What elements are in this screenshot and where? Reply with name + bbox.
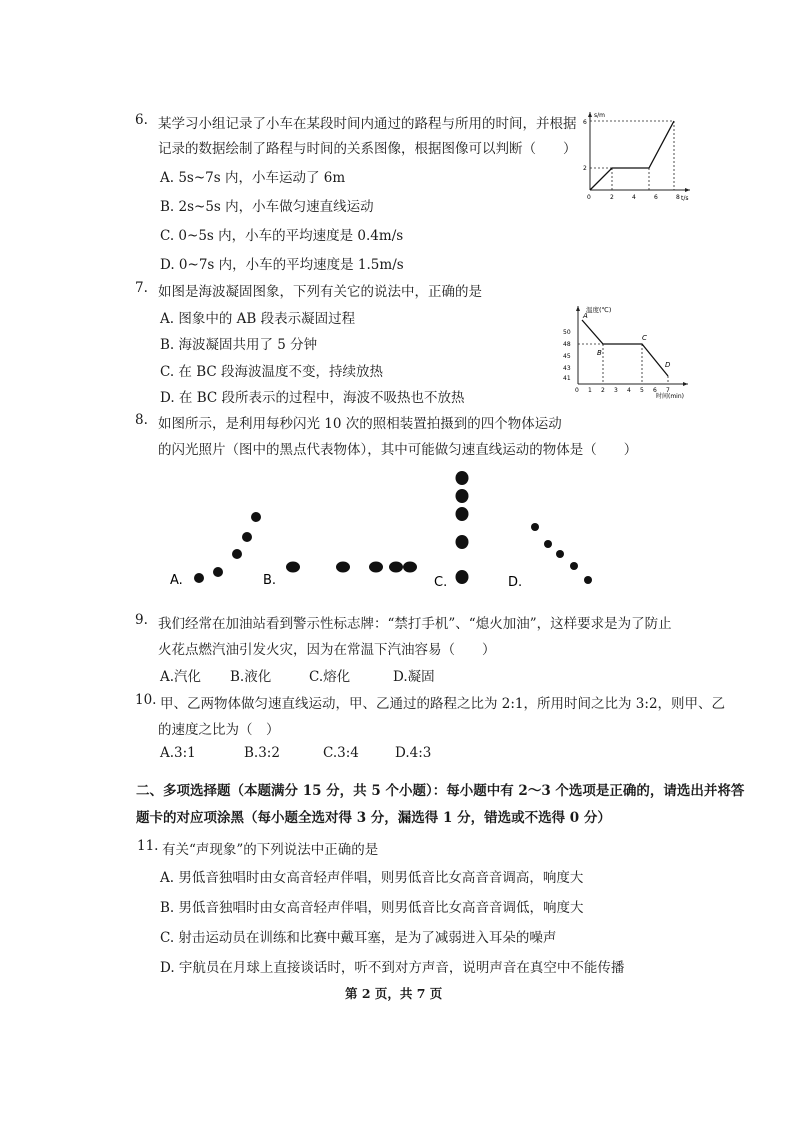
q8-b-dot	[389, 562, 403, 573]
q8-a-dot	[242, 532, 252, 542]
q10-stem-line2: 的速度之比为（ ）	[158, 722, 280, 738]
q7-xtick-1: 1	[588, 387, 592, 394]
q8-label-d: D.	[508, 575, 523, 590]
q7-ytick-45: 45	[563, 353, 571, 360]
q6-option-b: B. 2s~5s 内，小车做匀速直线运动	[160, 199, 374, 215]
q8-photo-a	[194, 512, 261, 583]
q8-b-dot	[403, 562, 417, 573]
q6-stem-line2: 记录的数据绘制了路程与时间的关系图像，根据图像可以判断（ ）	[158, 141, 577, 157]
q9-number: 9.	[135, 612, 148, 628]
q9-option-a: A.汽化	[160, 669, 202, 685]
q8-label-c: C.	[434, 575, 448, 590]
q7-option-c: C. 在 BC 段海波温度不变，持续放热	[160, 364, 384, 380]
q7-xtick-3: 3	[614, 387, 618, 394]
q8-d-dot	[584, 576, 592, 584]
q7-xtick-2: 2	[601, 387, 605, 394]
q7-cooling-graph	[560, 302, 692, 402]
q7-xtick-6: 6	[653, 387, 657, 394]
q10-stem-line1: 甲、乙两物体做匀速直线运动，甲、乙通过的路程之比为 2:1，所用时间之比为 3:2，则甲、乙	[160, 696, 726, 712]
q8-c-dot	[456, 489, 469, 503]
q9-option-d: D.凝固	[393, 669, 435, 685]
q7-option-d: D. 在 BC 段所表示的过程中，海波不吸热也不放热	[160, 390, 465, 406]
q9-stem-line2: 火花点燃汽油引发火灾，因为在常温下汽油容易（ ）	[158, 642, 496, 658]
q7-option-b: B. 海波凝固共用了 5 分钟	[160, 337, 318, 353]
q7-ytick-50: 50	[563, 329, 571, 336]
q8-a-dot	[194, 573, 204, 583]
q7-graph-ylabel: 温度(℃)	[586, 306, 612, 314]
q8-label-b: B.	[263, 573, 277, 588]
q8-d-dot	[544, 540, 552, 548]
q7-xtick-0: 0	[575, 387, 579, 394]
q9-stem-line1: 我们经常在加油站看到警示性标志牌：“禁打手机”、“熄火加油”，这样要求是为了防止	[158, 616, 672, 632]
page-footer: 第 2 页，共 7 页	[345, 986, 443, 1001]
q7-point-a: A	[583, 312, 588, 320]
q8-b-dot	[369, 562, 383, 573]
q8-flash-photos	[160, 464, 620, 594]
q8-d-dot	[570, 562, 578, 570]
q7-point-d: D	[665, 361, 671, 369]
q7-stem: 如图是海波凝固图象，下列有关它的说法中，正确的是	[158, 284, 482, 300]
q6-option-d: D. 0~7s 内，小车的平均速度是 1.5m/s	[160, 257, 404, 273]
q11-option-c: C. 射击运动员在训练和比赛中戴耳塞，是为了减弱进入耳朵的噪声	[160, 930, 557, 946]
q8-c-dot	[456, 570, 469, 584]
q7-ytick-48: 48	[563, 341, 571, 348]
q6-graph-xlabel: t/s	[681, 195, 689, 202]
q6-xtick-6: 6	[654, 194, 658, 201]
q11-option-d: D. 宇航员在月球上直接谈话时，听不到对方声音，说明声音在真空中不能传播	[160, 960, 625, 976]
q10-option-d: D.4:3	[395, 745, 432, 761]
q7-xtick-5: 5	[640, 387, 644, 394]
q8-photo-b	[286, 562, 417, 573]
section2-heading-line2: 题卡的对应项涂黑（每小题全选对得 3 分，漏选得 1 分，错选或不选得 0 分）	[136, 810, 611, 826]
q7-xtick-7: 7	[666, 387, 670, 394]
q10-option-b: B.3:2	[244, 745, 280, 761]
q8-b-dot	[336, 562, 350, 573]
q9-option-b: B.液化	[230, 669, 272, 685]
q8-photo-c	[456, 471, 469, 584]
q7-point-c: C	[642, 334, 647, 342]
q8-d-dot	[531, 523, 539, 531]
q11-stem: 有关“声现象”的下列说法中正确的是	[162, 842, 379, 858]
q6-ytick-2: 2	[583, 165, 587, 172]
q8-stem-line2: 的闪光照片（图中的黑点代表物体），其中可能做匀速直线运动的物体是（ ）	[158, 442, 638, 458]
q6-xtick-0: 0	[587, 194, 591, 201]
q8-c-dot	[456, 535, 469, 549]
q8-number: 8.	[135, 412, 148, 428]
q8-d-dot	[556, 550, 564, 558]
q8-a-dot	[251, 512, 261, 522]
q7-graph-xlabel: 时间(min)	[656, 393, 684, 400]
q11-option-b: B. 男低音独唱时由女高音轻声伴唱，则男低音比女高音音调低，响度大	[160, 900, 584, 916]
q7-ytick-43: 43	[563, 365, 571, 372]
q6-ytick-6: 6	[583, 119, 587, 126]
q6-xtick-8: 8	[676, 194, 680, 201]
q10-option-a: A.3:1	[160, 745, 196, 761]
q6-option-a: A. 5s~7s 内，小车运动了 6m	[160, 170, 346, 186]
q8-stem-line1: 如图所示，是利用每秒闪光 10 次的照相装置拍摄到的四个物体运动	[158, 416, 562, 432]
q8-c-dot	[456, 471, 469, 485]
q11-option-a: A. 男低音独唱时由女高音轻声伴唱，则男低音比女高音音调高，响度大	[160, 870, 584, 886]
q7-xtick-4: 4	[627, 387, 631, 394]
q8-b-dot	[286, 562, 300, 573]
q11-number: 11.	[137, 838, 159, 854]
q6-number: 6.	[135, 112, 148, 128]
q6-graph-ylabel: s/m	[594, 112, 605, 119]
q8-label-a: A.	[170, 573, 183, 588]
q8-c-dot	[456, 507, 469, 521]
q7-point-b: B	[597, 349, 602, 357]
q6-option-c: C. 0~5s 内，小车的平均速度是 0.4m/s	[160, 228, 404, 244]
q6-distance-time-graph	[578, 108, 696, 204]
q7-option-a: A. 图象中的 AB 段表示凝固过程	[160, 311, 356, 327]
q7-ytick-41: 41	[563, 375, 571, 382]
q8-photo-d	[531, 523, 592, 584]
q8-a-dot	[213, 567, 223, 577]
section2-heading-line1: 二、多项选择题（本题满分 15 分，共 5 个小题）：每小题中有 2～3 个选项是正确的，请选出并将答	[136, 783, 745, 799]
q7-number: 7.	[135, 280, 148, 296]
q10-number: 10.	[135, 692, 157, 708]
q9-option-c: C.熔化	[309, 669, 351, 685]
q8-a-dot	[232, 549, 242, 559]
q6-stem-line1: 某学习小组记录了小车在某段时间内通过的路程与所用的时间，并根据	[158, 116, 577, 132]
q6-xtick-2: 2	[610, 194, 614, 201]
q6-xtick-4: 4	[632, 194, 636, 201]
q10-option-c: C.3:4	[323, 745, 359, 761]
